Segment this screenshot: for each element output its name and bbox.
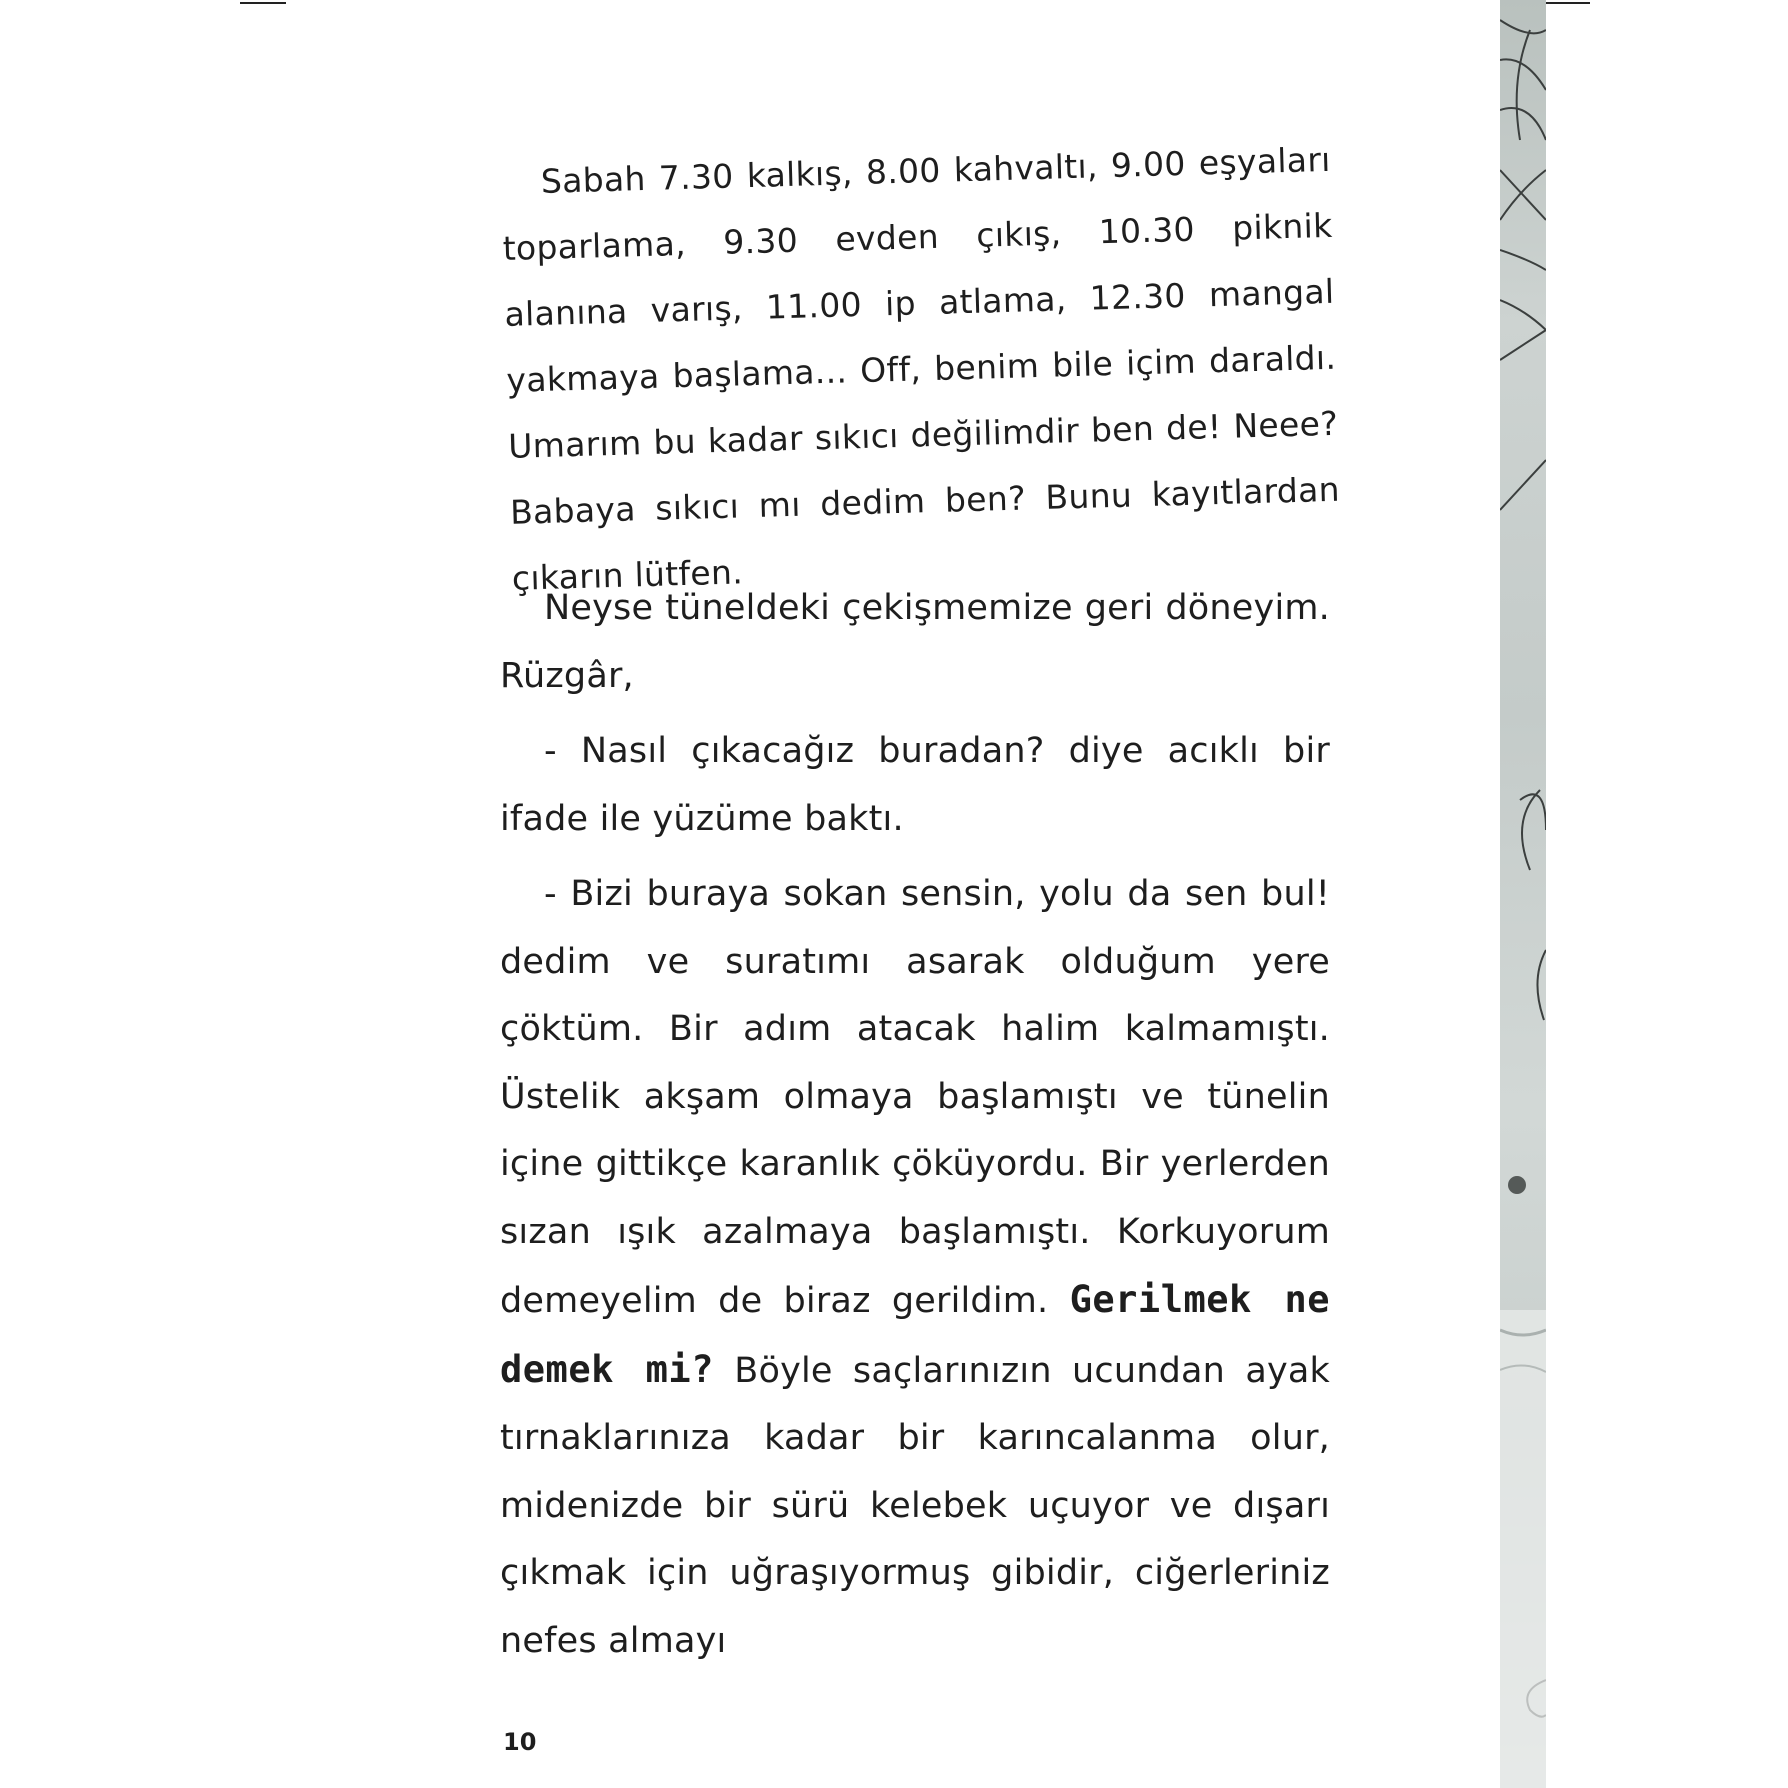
paragraph-1: Neyse tüneldeki çekişmemize geri döneyim. Rüzgâr, bbox=[500, 588, 1330, 696]
paragraph-3-text: - Bizi buraya sokan sensin, yolu da sen bul! dedim ve suratımı asarak olduğum yere çöktüm. Bir adım atacak halim kalmamıştı. Üstelik akşam olmaya başlamıştı ve tünelin içine gittikçe karanlık çöküyordu. Bir yerlerden sızan ışık azalmaya başlamıştı. Korkuyorum demeyelim de biraz gerildim. bbox=[500, 874, 1330, 1321]
spider-web-illustration bbox=[1500, 0, 1546, 1788]
page-number: 10 bbox=[503, 1728, 537, 1756]
paragraph-3 bbox=[500, 861, 1330, 1675]
paragraph-3-continued: Böyle saçlarınızın ucundan ayak tırnaklarınıza kadar bir karıncalanma olur, midenizde bir sürü kelebek uçuyor ve dışarı çıkmak için uğraşıyormuş gibidir, ciğerleriniz nefes almayı bbox=[500, 1350, 1331, 1661]
tilted-paragraph-block bbox=[500, 127, 1343, 612]
schedule-paragraph: Sabah 7.30 kalkış, 8.00 kahvaltı, 9.00 eşyaları toparlama, 9.30 evden çıkış, 10.30 piknik alanına varış, 11.00 ip atlama, 12.30 mangal yakmaya başlama... Off, benim bile içim daraldı. Umarım bu kadar sıkıcı değilimdir ben de! Neee? Babaya sıkıcı mı dedim ben? Bunu kayıtlardan çıkarın lütfen. bbox=[502, 139, 1341, 598]
emphasized-question: Gerilmek ne demek mi? bbox=[500, 1278, 1330, 1391]
crop-mark-right bbox=[1542, 2, 1590, 4]
crop-mark-left bbox=[240, 2, 286, 4]
decorative-side-strip bbox=[1500, 0, 1546, 1788]
paragraph-2: - Nasıl çıkacağız buradan? diye acıklı bir ifade ile yüzüme baktı. bbox=[500, 731, 1330, 839]
body-text-block bbox=[500, 575, 1330, 1675]
